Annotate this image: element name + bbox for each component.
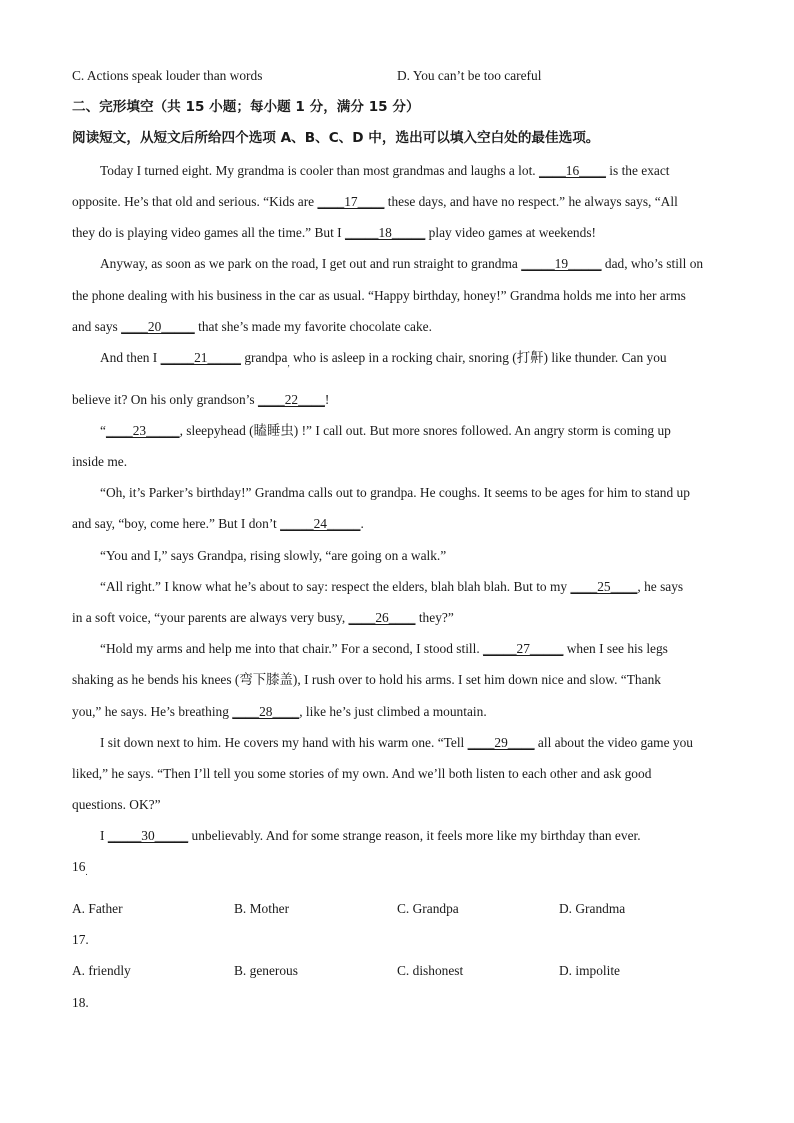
passage-line: Anyway, as soon as we park on the road, I get out and run straight to grandma _____19_____ dad, who’s still on (100, 256, 704, 271)
option-d[interactable]: D. Grandma (559, 901, 626, 916)
passage-line: I sit down next to him. He covers my hand with his warm one. “Tell ____29____ all about the video game you (100, 735, 693, 750)
blank-28: ____28____ (232, 704, 300, 719)
passage-line: shaking as he bends his knees (弯下膝盖), I rush over to hold his arms. I set him down nice and slow. “Thank (72, 672, 661, 687)
blank-18: _____18_____ (344, 225, 426, 240)
blank-25: ____25____ (570, 579, 638, 594)
passage-line: questions. OK?” (72, 797, 161, 812)
passage-line: “You and I,” says Grandpa, rising slowly, “are going on a walk.” (100, 548, 447, 563)
option-c[interactable]: C. Grandpa (397, 901, 459, 916)
passage-line: opposite. He’s that old and serious. “Kids are ____17____ these days, and have no respect.” he always says, “All (72, 194, 678, 209)
blank-16: ____16____ (539, 163, 606, 178)
passage-line: and say, “boy, come here.” But I don’t _____24_____. (72, 516, 364, 531)
option-b[interactable]: B. generous (234, 963, 298, 978)
option-b[interactable]: B. Mother (234, 901, 290, 916)
passage-line: the phone dealing with his business in the car as usual. “Happy birthday, honey!” Grandma holds me into her arms (72, 288, 686, 303)
option-d[interactable]: D. impolite (559, 963, 620, 978)
blank-21: _____21_____ (160, 350, 241, 365)
blank-22: ____22____ (257, 392, 325, 407)
passage-line: Today I turned eight. My grandma is cooler than most grandmas and laughs a lot. ____16____ is the exact (100, 163, 670, 178)
question-number-16: $16_.$ (72, 859, 88, 877)
blank-20: ____20_____ (121, 319, 195, 334)
passage-line: inside me. (72, 454, 128, 469)
passage-line: believe it? On his only grandson’s ____22____! (72, 392, 330, 407)
passage-line: they do is playing video games all the time.” But I _____18_____ play video games at weekends! (72, 225, 596, 240)
option-a[interactable]: A. friendly (72, 963, 131, 978)
section-instruction: 阅读短文，从短文后所给四个选项 A、B、C、D 中，选出可以填入空白处的最佳选项。 (72, 130, 600, 146)
option-c: C. Actions speak louder than words (72, 68, 263, 83)
blank-23: ____23_____ (105, 423, 180, 438)
blank-19: _____19_____ (521, 256, 602, 271)
passage-line: liked,” he says. “Then I’ll tell you some stories of my own. And we’ll both listen to each other and ask good (72, 766, 652, 781)
passage-line: you,” he says. He’s breathing ____28____, like he’s just climbed a mountain. (72, 704, 487, 719)
option-a[interactable]: A. Father (72, 901, 123, 916)
passage-line: “____23_____, sleepyhead (瞌睡虫) !” I call out. But more snores followed. An angry storm is coming up (100, 423, 671, 438)
question-number-18: 18. (72, 995, 89, 1010)
passage-line: “Oh, it’s Parker’s birthday!” Grandma calls out to grandpa. He coughs. It seems to be ages for him to stand up (100, 485, 690, 500)
passage-line: “All right.” I know what he’s about to say: respect the elders, blah blah blah. But to my ____25____, he says (100, 579, 684, 594)
blank-30: _____30_____ (107, 828, 189, 843)
section-heading: 二、完形填空（共 15 小题；每小题 1 分，满分 15 分） (72, 99, 420, 115)
option-c[interactable]: C. dishonest (397, 963, 464, 978)
option-d: D. You can’t be too careful (397, 68, 542, 83)
passage-line: “Hold my arms and help me into that chair.” For a second, I stood still. _____27_____ when I see his legs (100, 641, 668, 656)
blank-17: ____17____ (317, 194, 385, 209)
blank-26: ____26____ (348, 610, 416, 625)
passage-line: I _____30_____ unbelievably. And for some strange reason, it feels more like my birthday than ever. (100, 828, 641, 843)
blank-27: _____27_____ (483, 641, 564, 656)
question-number-17: 17. (72, 932, 89, 947)
passage-line: in a soft voice, “your parents are always very busy, ____26____ they?” (72, 610, 454, 625)
blank-29: ____29____ (467, 735, 535, 750)
blank-24: _____24_____ (280, 516, 361, 531)
passage-line: And then I _____21_____ grandpa$_,$ who is asleep in a rocking chair, snoring (打鼾) like thunder. Can you (100, 350, 667, 368)
passage-line: and says ____20_____ that she’s made my favorite chocolate cake. (72, 319, 432, 334)
